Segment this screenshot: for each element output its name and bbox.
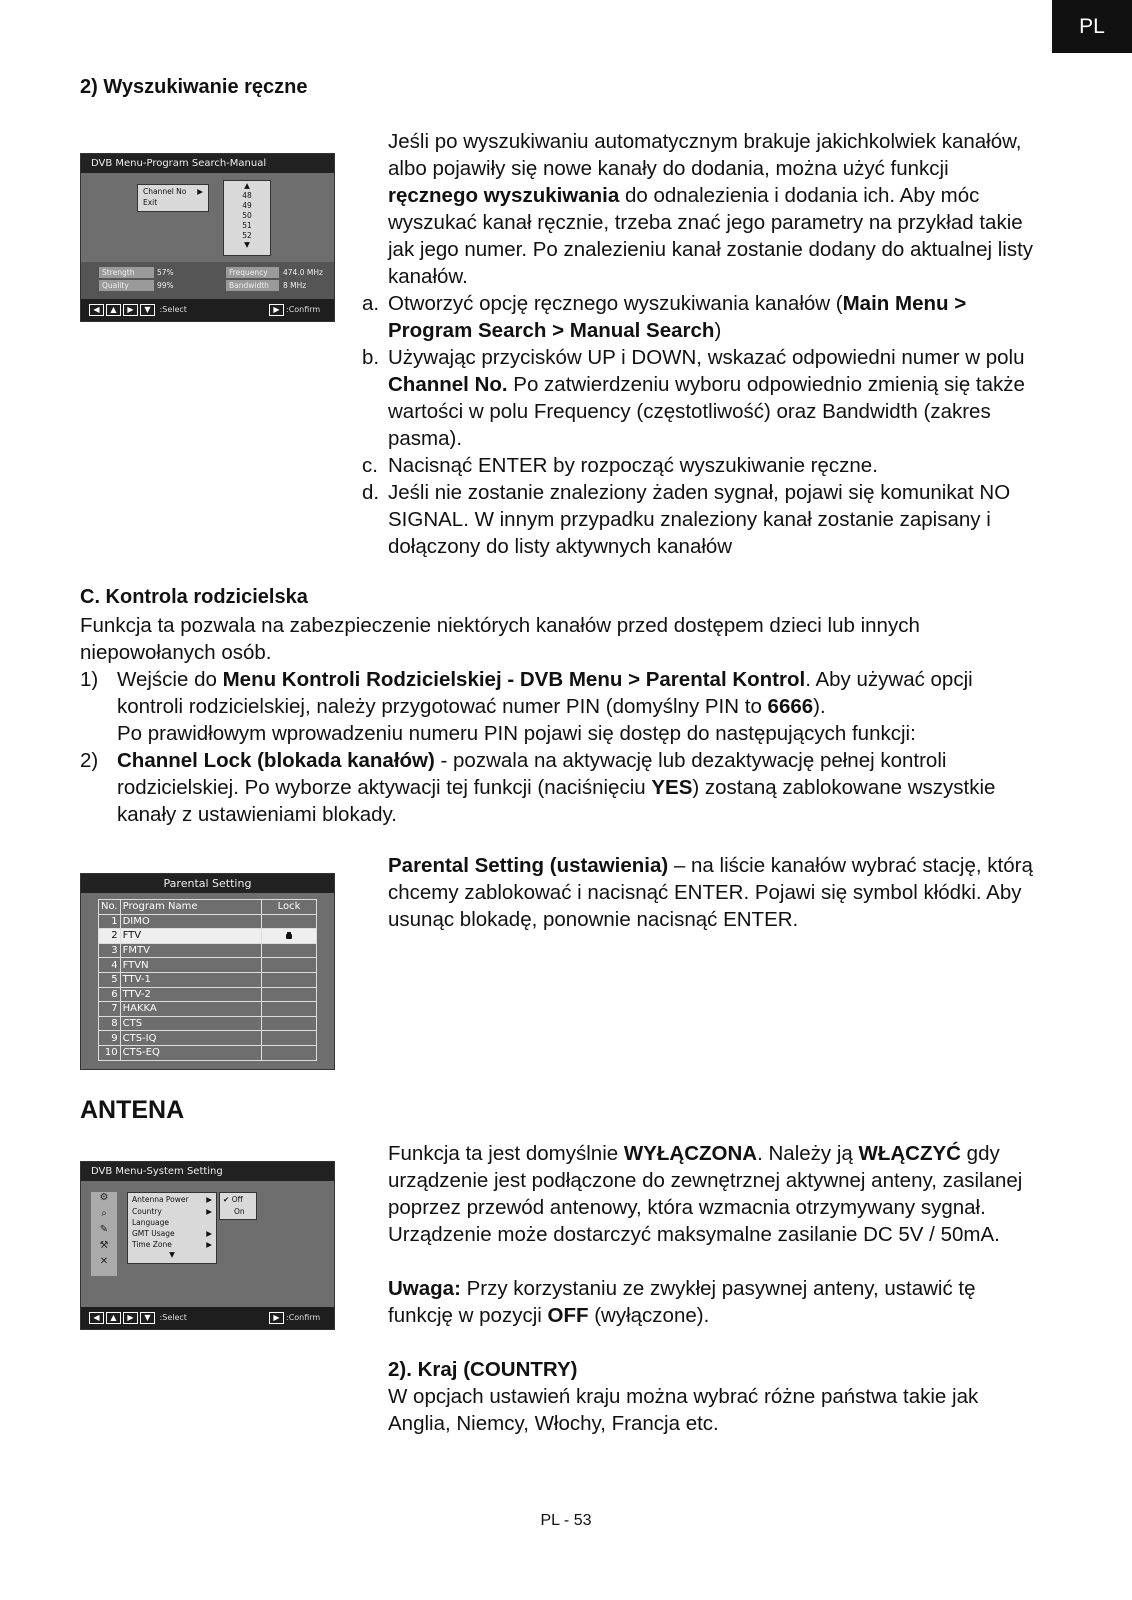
screen-footer: [81, 1307, 334, 1329]
manual-search-intro: Jeśli po wyszukiwaniu automatycznym brakuje jakichkolwiek kanałów, albo pojawiły się nowe kanały do dodania, można użyć funkcji ręcznego wyszukiwania do odnalezienia i dodania ich. Aby móc wyszukać kanał ręcznie, trzeba znać jego parametry na przykład takie jak jego numer. Po znalezieniu kanał zostanie dodany do aktualnej listy kanałów.: [388, 130, 1034, 288]
header-program-name: Program Name: [120, 900, 261, 915]
section-title-antenna: ANTENA: [80, 1096, 185, 1124]
system-menu: [127, 1192, 217, 1264]
row-lock[interactable]: [262, 1031, 317, 1046]
option-on[interactable]: On: [234, 1207, 245, 1216]
table-row[interactable]: [99, 1016, 317, 1031]
row-number: 8: [99, 1016, 121, 1031]
row-lock[interactable]: [262, 987, 317, 1002]
row-number: 2: [99, 929, 121, 944]
row-lock[interactable]: [262, 943, 317, 958]
parental-step-1: 1) Wejście do Menu Kontroli Rodzicielskiej - DVB Menu > Parental Kontrol. Aby używać opcji kontroli rodzicielskiej, należy przygotować numer PIN (domyślny PIN to 6666).: [80, 668, 973, 718]
arrow-right-icon: ▶: [206, 1207, 212, 1216]
row-lock[interactable]: [262, 1016, 317, 1031]
down-button-icon: ▼: [140, 304, 155, 316]
header-no: No.: [99, 900, 121, 915]
page-number: PL - 53: [540, 1512, 592, 1529]
row-program-name: HAKKA: [120, 1002, 261, 1017]
row-program-name: TTV-1: [120, 972, 261, 987]
play-button-icon: ▶: [269, 1312, 284, 1324]
table-row[interactable]: [99, 972, 317, 987]
channel-49[interactable]: 49: [242, 201, 252, 210]
screen-title: DVB Menu-System Setting: [81, 1162, 334, 1181]
left-button-icon: ◀: [89, 1312, 104, 1324]
left-button-icon: ◀: [89, 304, 104, 316]
row-lock[interactable]: [262, 958, 317, 973]
arrow-up-icon[interactable]: ▲: [244, 181, 250, 190]
country-title: 2). Kraj (COUNTRY): [388, 1358, 578, 1381]
channel-50[interactable]: 50: [242, 211, 252, 220]
right-button-icon: ▶: [123, 1312, 138, 1324]
antenna-power-options: [219, 1192, 257, 1220]
step-a: a. Otworzyć opcję ręcznego wyszukiwania kanałów (Main Menu > Program Search > Manual Search): [362, 292, 967, 342]
table-row[interactable]: [99, 943, 317, 958]
channel-51[interactable]: 51: [242, 221, 252, 230]
arrow-right-icon: ▶: [206, 1229, 212, 1238]
settings-icon-column: [91, 1192, 117, 1276]
row-number: 5: [99, 972, 121, 987]
confirm-hint: ▶ :Confirm: [269, 299, 320, 321]
channel-number-list: [223, 180, 271, 256]
parental-setting-text: Parental Setting (ustawienia) – na liście kanałów wybrać stację, którą chcemy zablokować i nacisnąć ENTER. Pojawi się symbol kłódki. Aby usunąc blokadę, ponownie nacisnąć ENTER.: [388, 854, 1033, 931]
frequency-value: 474.0 MHz: [283, 268, 323, 277]
strength-label: Strength: [99, 267, 154, 278]
row-number: 6: [99, 987, 121, 1002]
option-off[interactable]: ✔ Off: [223, 1195, 243, 1204]
search-icon[interactable]: ⌕: [101, 1208, 107, 1219]
country-paragraph: W opcjach ustawień kraju można wybrać różne państwa takie jak Anglia, Niemcy, Włochy, Francja etc.: [388, 1385, 979, 1435]
parental-step-1-note: Po prawidłowym wprowadzeniu numeru PIN pojawi się dostęp do następujących funkcji:: [117, 722, 916, 745]
row-lock[interactable]: [262, 972, 317, 987]
select-hint: :Select: [159, 305, 187, 314]
header-lock: Lock: [262, 900, 317, 915]
menu-item-exit[interactable]: Exit: [143, 198, 158, 207]
row-program-name: FMTV: [120, 943, 261, 958]
program-search-manual-screen: [80, 153, 335, 322]
parental-setting-screen: [80, 873, 335, 1070]
antenna-text: [388, 1140, 1038, 1437]
manual-search-text: [362, 128, 1042, 560]
tools-icon[interactable]: ⚒: [99, 1240, 109, 1251]
row-program-name: DIMO: [120, 914, 261, 929]
row-program-name: FTVN: [120, 958, 261, 973]
antenna-paragraph: Funkcja ta jest domyślnie WYŁĄCZONA. Należy ją WŁĄCZYĆ gdy urządzenie jest podłączone do zewnętrznej aktywnej anteny, zasilanej poprzez przewód antenowy, która wzmacnia otrzymywany sygnał. Urządzenie może dostarczyć maksymalne zasilanie DC 5V / 50mA.: [388, 1142, 1023, 1246]
gear-icon[interactable]: ⚙: [99, 1192, 109, 1203]
arrow-right-icon: ▶: [206, 1240, 212, 1249]
up-button-icon: ▲: [106, 304, 121, 316]
frequency-label: Frequency: [226, 267, 279, 278]
row-number: 9: [99, 1031, 121, 1046]
row-number: 10: [99, 1045, 121, 1060]
chevron-down-icon[interactable]: ▼: [169, 1250, 175, 1259]
parental-control-text: [80, 612, 1040, 828]
step-c: c. Nacisnąć ENTER by rozpocząć wyszukiwanie ręczne.: [362, 454, 878, 477]
edit-icon[interactable]: ✎: [99, 1224, 109, 1235]
menu-item-language[interactable]: Language: [132, 1218, 170, 1227]
row-lock[interactable]: [262, 914, 317, 929]
bandwidth-label: Bandwidth: [226, 280, 279, 291]
right-button-icon: ▶: [123, 304, 138, 316]
table-row[interactable]: [99, 958, 317, 973]
section-title-parental-control: C. Kontrola rodzicielska: [80, 586, 308, 608]
row-lock[interactable]: [262, 1045, 317, 1060]
language-tab: PL: [1052, 0, 1132, 53]
system-setting-screen: [80, 1161, 335, 1330]
arrow-right-icon: ▶: [206, 1195, 212, 1204]
menu-item-antenna-power[interactable]: Antenna Power ▶: [132, 1195, 212, 1204]
row-lock[interactable]: [262, 1002, 317, 1017]
parental-channel-table: [98, 899, 317, 1061]
row-program-name: TTV-2: [120, 987, 261, 1002]
menu-item-channel-no[interactable]: Channel No ▶: [143, 187, 203, 196]
confirm-hint: ▶ :Confirm: [269, 1307, 320, 1329]
menu-item-gmt-usage[interactable]: GMT Usage ▶: [132, 1229, 212, 1238]
parental-step-2: 2) Channel Lock (blokada kanałów) - pozwala na aktywację lub dezaktywację pełnej kontroli rodzicielskiej. Po wyborze aktywacji tej funkcji (naciśnięciu YES) zostaną zablokowane wszystkie kanały z ustawieniami blokady.: [80, 749, 996, 826]
row-number: 4: [99, 958, 121, 973]
section-title-manual-search: 2) Wyszukiwanie ręczne: [80, 76, 308, 98]
row-program-name: CTS-IQ: [120, 1031, 261, 1046]
up-button-icon: ▲: [106, 1312, 121, 1324]
row-program-name: CTS-EQ: [120, 1045, 261, 1060]
row-number: 7: [99, 1002, 121, 1017]
strength-value: 57%: [157, 268, 174, 277]
screen-title: DVB Menu-Program Search-Manual: [81, 154, 334, 173]
row-lock[interactable]: [262, 929, 317, 944]
channel-menu: [137, 184, 209, 212]
menu-item-time-zone[interactable]: Time Zone ▶: [132, 1240, 212, 1249]
row-number: 3: [99, 943, 121, 958]
screen-footer: [81, 299, 334, 321]
parental-control-intro: Funkcja ta pozwala na zabezpieczenie niektórych kanałów przed dostępem dzieci lub innych niepowołanych osób.: [80, 614, 920, 664]
table-header: [99, 900, 317, 915]
table-row[interactable]: [99, 1031, 317, 1046]
row-number: 1: [99, 914, 121, 929]
table-row[interactable]: [99, 1002, 317, 1017]
menu-item-country[interactable]: Country ▶: [132, 1207, 212, 1216]
table-row[interactable]: [99, 929, 317, 944]
channel-48[interactable]: 48: [242, 191, 252, 200]
arrow-right-icon: ▶: [197, 187, 203, 196]
antenna-note: Uwaga: Przy korzystaniu ze zwykłej pasywnej anteny, ustawić tę funkcję w pozycji OFF (wyłączone).: [388, 1277, 976, 1327]
channel-52[interactable]: 52: [242, 231, 252, 240]
select-hint: :Select: [159, 1313, 187, 1322]
signal-panel: [81, 262, 334, 300]
arrow-down-icon[interactable]: ▼: [244, 240, 250, 249]
step-d: d. Jeśli nie zostanie znaleziony żaden sygnał, pojawi się komunikat NO SIGNAL. W innym przypadku znaleziony kanał zostanie zapisany i dołączony do listy aktywnych kanałów: [362, 481, 1011, 558]
screen-title: Parental Setting: [81, 874, 334, 893]
quality-label: Quality: [99, 280, 154, 291]
table-row[interactable]: [99, 1045, 317, 1060]
step-b: b. Używając przycisków UP i DOWN, wskazać odpowiedni numer w polu Channel No. Po zatwierdzeniu wyboru odpowiednio zmienią się także wartości w polu Frequency (częstotliwość) oraz Bandwidth (zakres pasma).: [362, 346, 1025, 450]
bandwidth-value: 8 MHz: [283, 281, 307, 290]
table-row[interactable]: [99, 914, 317, 929]
down-button-icon: ▼: [140, 1312, 155, 1324]
row-program-name: CTS: [120, 1016, 261, 1031]
close-icon[interactable]: ✕: [99, 1256, 109, 1267]
play-button-icon: ▶: [269, 304, 284, 316]
quality-value: 99%: [157, 281, 174, 290]
lock-icon: [286, 934, 292, 939]
table-row[interactable]: [99, 987, 317, 1002]
check-icon: ✔: [223, 1195, 230, 1204]
row-program-name: FTV: [120, 929, 261, 944]
